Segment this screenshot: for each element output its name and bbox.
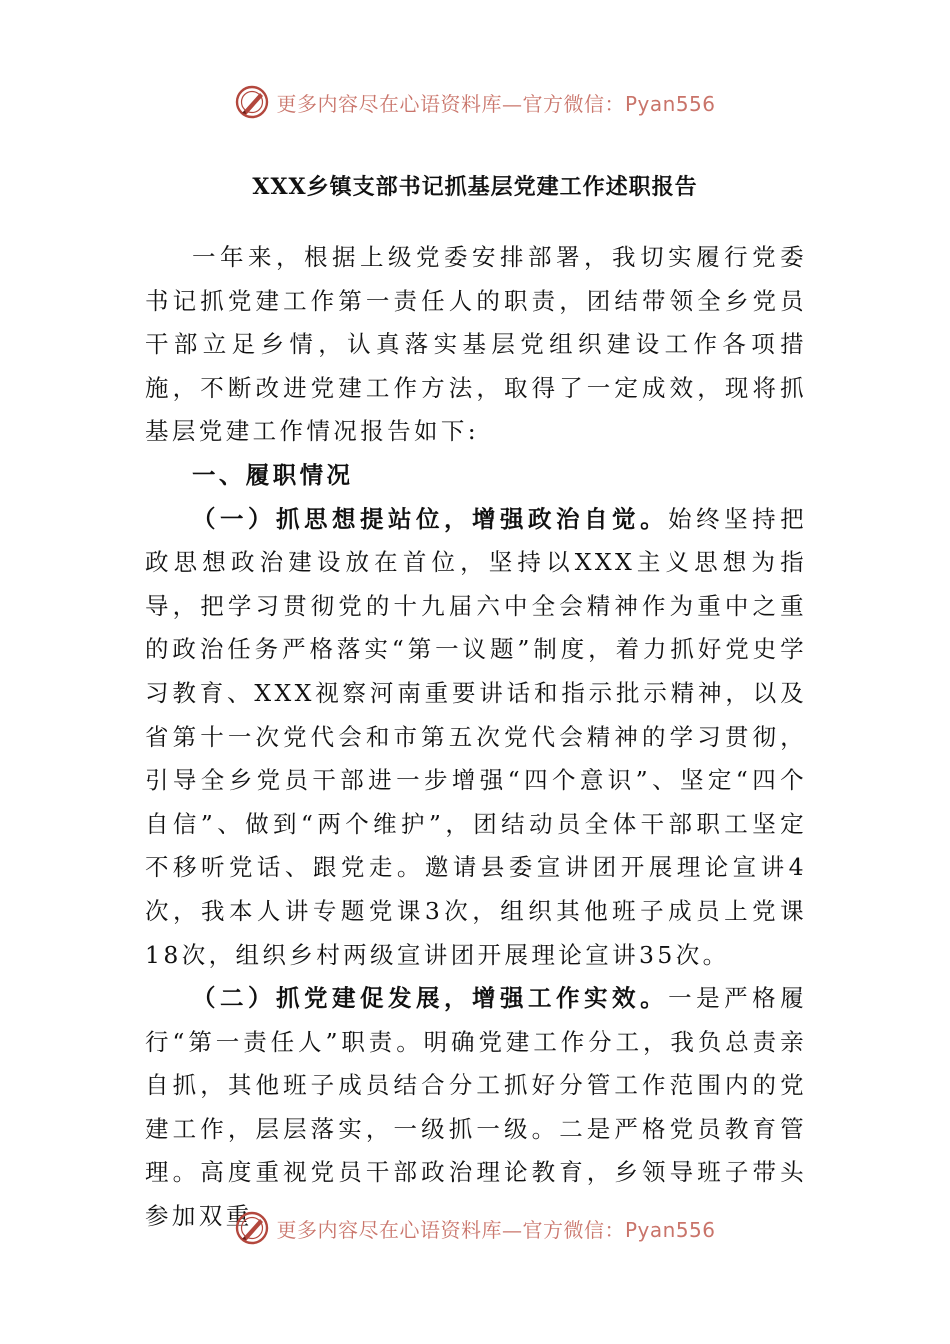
item-lead-1: （一）抓思想提站位，增强政治自觉。 — [192, 504, 669, 533]
item-text-2: 一是严格履行“第一责任人”职责。明确党建工作分工，我负总责亲自抓，其他班子成员结合分工抓好分管工作范围内的党建工作，层层落实，一级抓一级。二是严格党员教育管理。高度重视党员干部政治理论教育，乡领导班子带头参加双重 — [145, 984, 807, 1231]
page-title: XXX乡镇支部书记抓基层党建工作述职报告 — [252, 174, 698, 200]
watermark-text: 更多内容尽在心语资料库—官方微信：Pyan556 — [276, 91, 716, 116]
item-paragraph-1 — [145, 498, 807, 978]
pen-circle-logo-icon — [234, 1210, 270, 1246]
header-watermark — [0, 82, 950, 122]
pen-circle-logo-icon — [234, 84, 270, 120]
watermark-text: 更多内容尽在心语资料库—官方微信：Pyan556 — [276, 1217, 716, 1242]
wechat-id: Pyan556 — [624, 91, 716, 116]
item-lead-2: （二）抓党建促发展，增强工作实效。 — [192, 984, 669, 1013]
item-paragraph-2 — [145, 977, 807, 1239]
footer-watermark — [0, 1208, 950, 1248]
document-body — [145, 236, 807, 1239]
section-heading: 一、履职情况 — [192, 460, 354, 489]
intro-paragraph: 一年来，根据上级党委安排部署，我切实履行党委书记抓党建工作第一责任人的职责，团结带领全乡党员干部立足乡情，认真落实基层党组织建设工作各项措施，不断改进党建工作方法，取得了一定成效，现将抓基层党建工作情况报告如下: — [145, 243, 807, 446]
wechat-id: Pyan556 — [624, 1217, 716, 1242]
item-text-1: 始终坚持把政思想政治建设放在首位，坚持以XXX主义思想为指导，把学习贯彻党的十九届六中全会精神作为重中之重的政治任务严格落实“第一议题”制度，着力抓好党史学习教育、XXX视察河南重要讲话和指示批示精神，以及省第十一次党代会和市第五次党代会精神的学习贯彻，引导全乡党员干部进一步增强“四个意识”、坚定“四个自信”、做到“两个维护”，团结动员全体干部职工坚定不移听党话、跟党走。邀请县委宣讲团开展理论宣讲4次，我本人讲专题党课3次，组织其他班子成员上党课18次，组织乡村两级宣讲团开展理论宣讲35次。 — [145, 504, 807, 969]
